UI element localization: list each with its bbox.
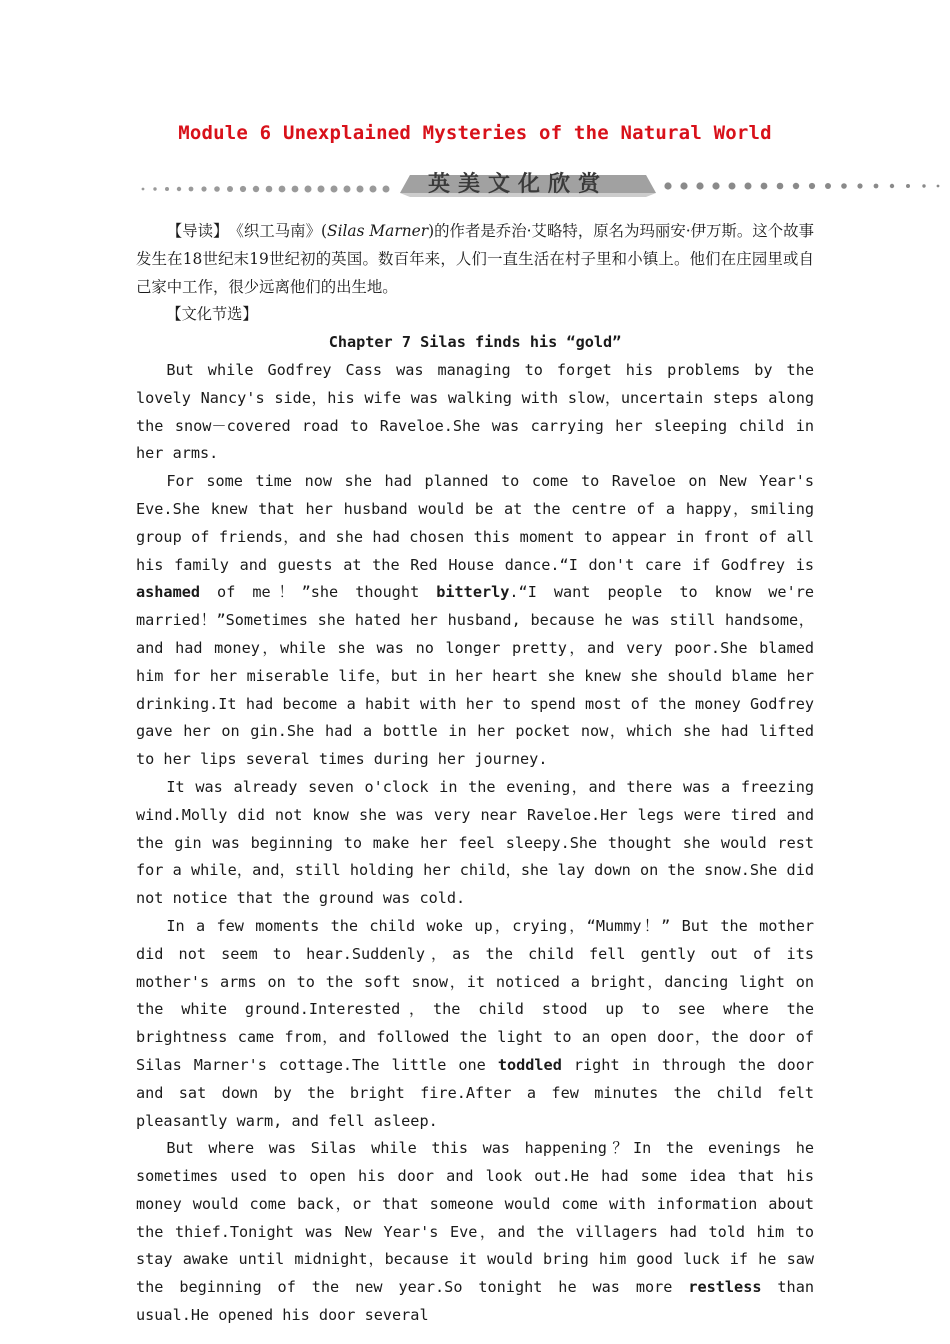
section-label: 【文化节选】 (166, 305, 258, 324)
paragraph-5-text-b: than usual.He opened his door several (136, 1278, 814, 1325)
paragraph-2-text-b: of me！”she thought (200, 583, 437, 602)
intro-book-title-en: Silas Marner (327, 222, 429, 240)
chapter-title: Chapter 7 Silas finds his “gold” (328, 333, 622, 352)
banner-dots-left (142, 186, 390, 193)
intro-text: )的作者是乔治·艾略特，原名为玛丽安·伊万斯。这个故事发生在18世纪末19世纪初的英国。数百年来，人们一直生活在村子里和小镇上。他们在庄园里或自己家中工作，很少远离他们的出生地。 (136, 222, 814, 296)
paragraph-5 (136, 1135, 814, 1330)
paragraph-3: It was already seven o'clock in the evening，and there was a freezing wind.Molly did not know she was very near Raveloe.Her legs were tired and the gin was beginning to make her feel sleepy.She thought she would rest for a while，and，still holding her child，she lay down on the snow.She did not notice that the ground was cold. (136, 777, 814, 908)
keyword-bitterly: bitterly (436, 583, 510, 602)
intro-book-title: 《织工马南》( (236, 222, 328, 240)
intro-paragraph (136, 218, 814, 301)
keyword-restless: restless (688, 1278, 762, 1297)
paragraph-2-text-a: For some time now she had planned to come to Raveloe on New Year's Eve.She knew that her husband would be at the centre of a happy，smiling group of friends，and she had chosen this moment to appear in front of all his family and guests at the Red House dance.“I don't care if Godfrey is (136, 472, 814, 574)
paragraph-4-text-b: right in through the door and sat down by the bright fire.After a few minutes the child felt pleasantly warm, and fell asleep. (136, 1055, 814, 1130)
paragraph-2-text-c: .“I want people to know we're married！”Sometimes she hated her husband, because he was still handsome，and had money，while she was no longer pretty，and very poor.She blamed him for her miserable life，but in her heart she knew she should blame her drinking.It had become a habit with her to spend most of the money Godfrey gave her on gin.She had a bottle in her pocket now，which she had lifted to her lips several times during her journey. (136, 583, 814, 769)
paragraph-1: But while Godfrey Cass was managing to forget his problems by the lovely Nancy's side，his wife was walking with slow，uncertain steps along the snow－covered road to Raveloe.She was carrying her sleeping child in her arms. (136, 360, 814, 463)
keyword-ashamed: ashamed (136, 583, 201, 602)
keyword-toddled: toddled (497, 1055, 562, 1074)
paragraph-5-text-a: But where was Silas while this was happening？In the evenings he sometimes used to open his door and look out.He had some idea that his money would come back，or that someone would come with information about the thief.Tonight was New Year's Eve，and the villagers had told him to stay awake until midnight，because it would bring him good luck if he saw the beginning of the new year.So tonight he was more (136, 1139, 814, 1297)
intro-tag: 【导读】 (166, 222, 221, 240)
banner-label: 英美文化欣赏 (427, 172, 608, 197)
paragraph-2 (136, 468, 814, 774)
paragraph-4 (136, 913, 814, 1135)
article-body (136, 218, 814, 1330)
paragraph-4-text-a: In a few moments the child woke up，crying，“Mummy！” But the mother did not seem to hear.Suddenly，as the child fell gently out of its mother's arms on to the soft snow，it noticed a bright，dancing light on the white ground.Interested，the child stood up to see where the brightness came from，and followed the light to an open door，the door of Silas Marner's cottage.The little one (136, 916, 814, 1074)
section-banner (138, 166, 950, 202)
page-title: Module 6 Unexplained Mysteries of the Natural World (178, 122, 772, 144)
banner-dots-right (664, 182, 939, 189)
